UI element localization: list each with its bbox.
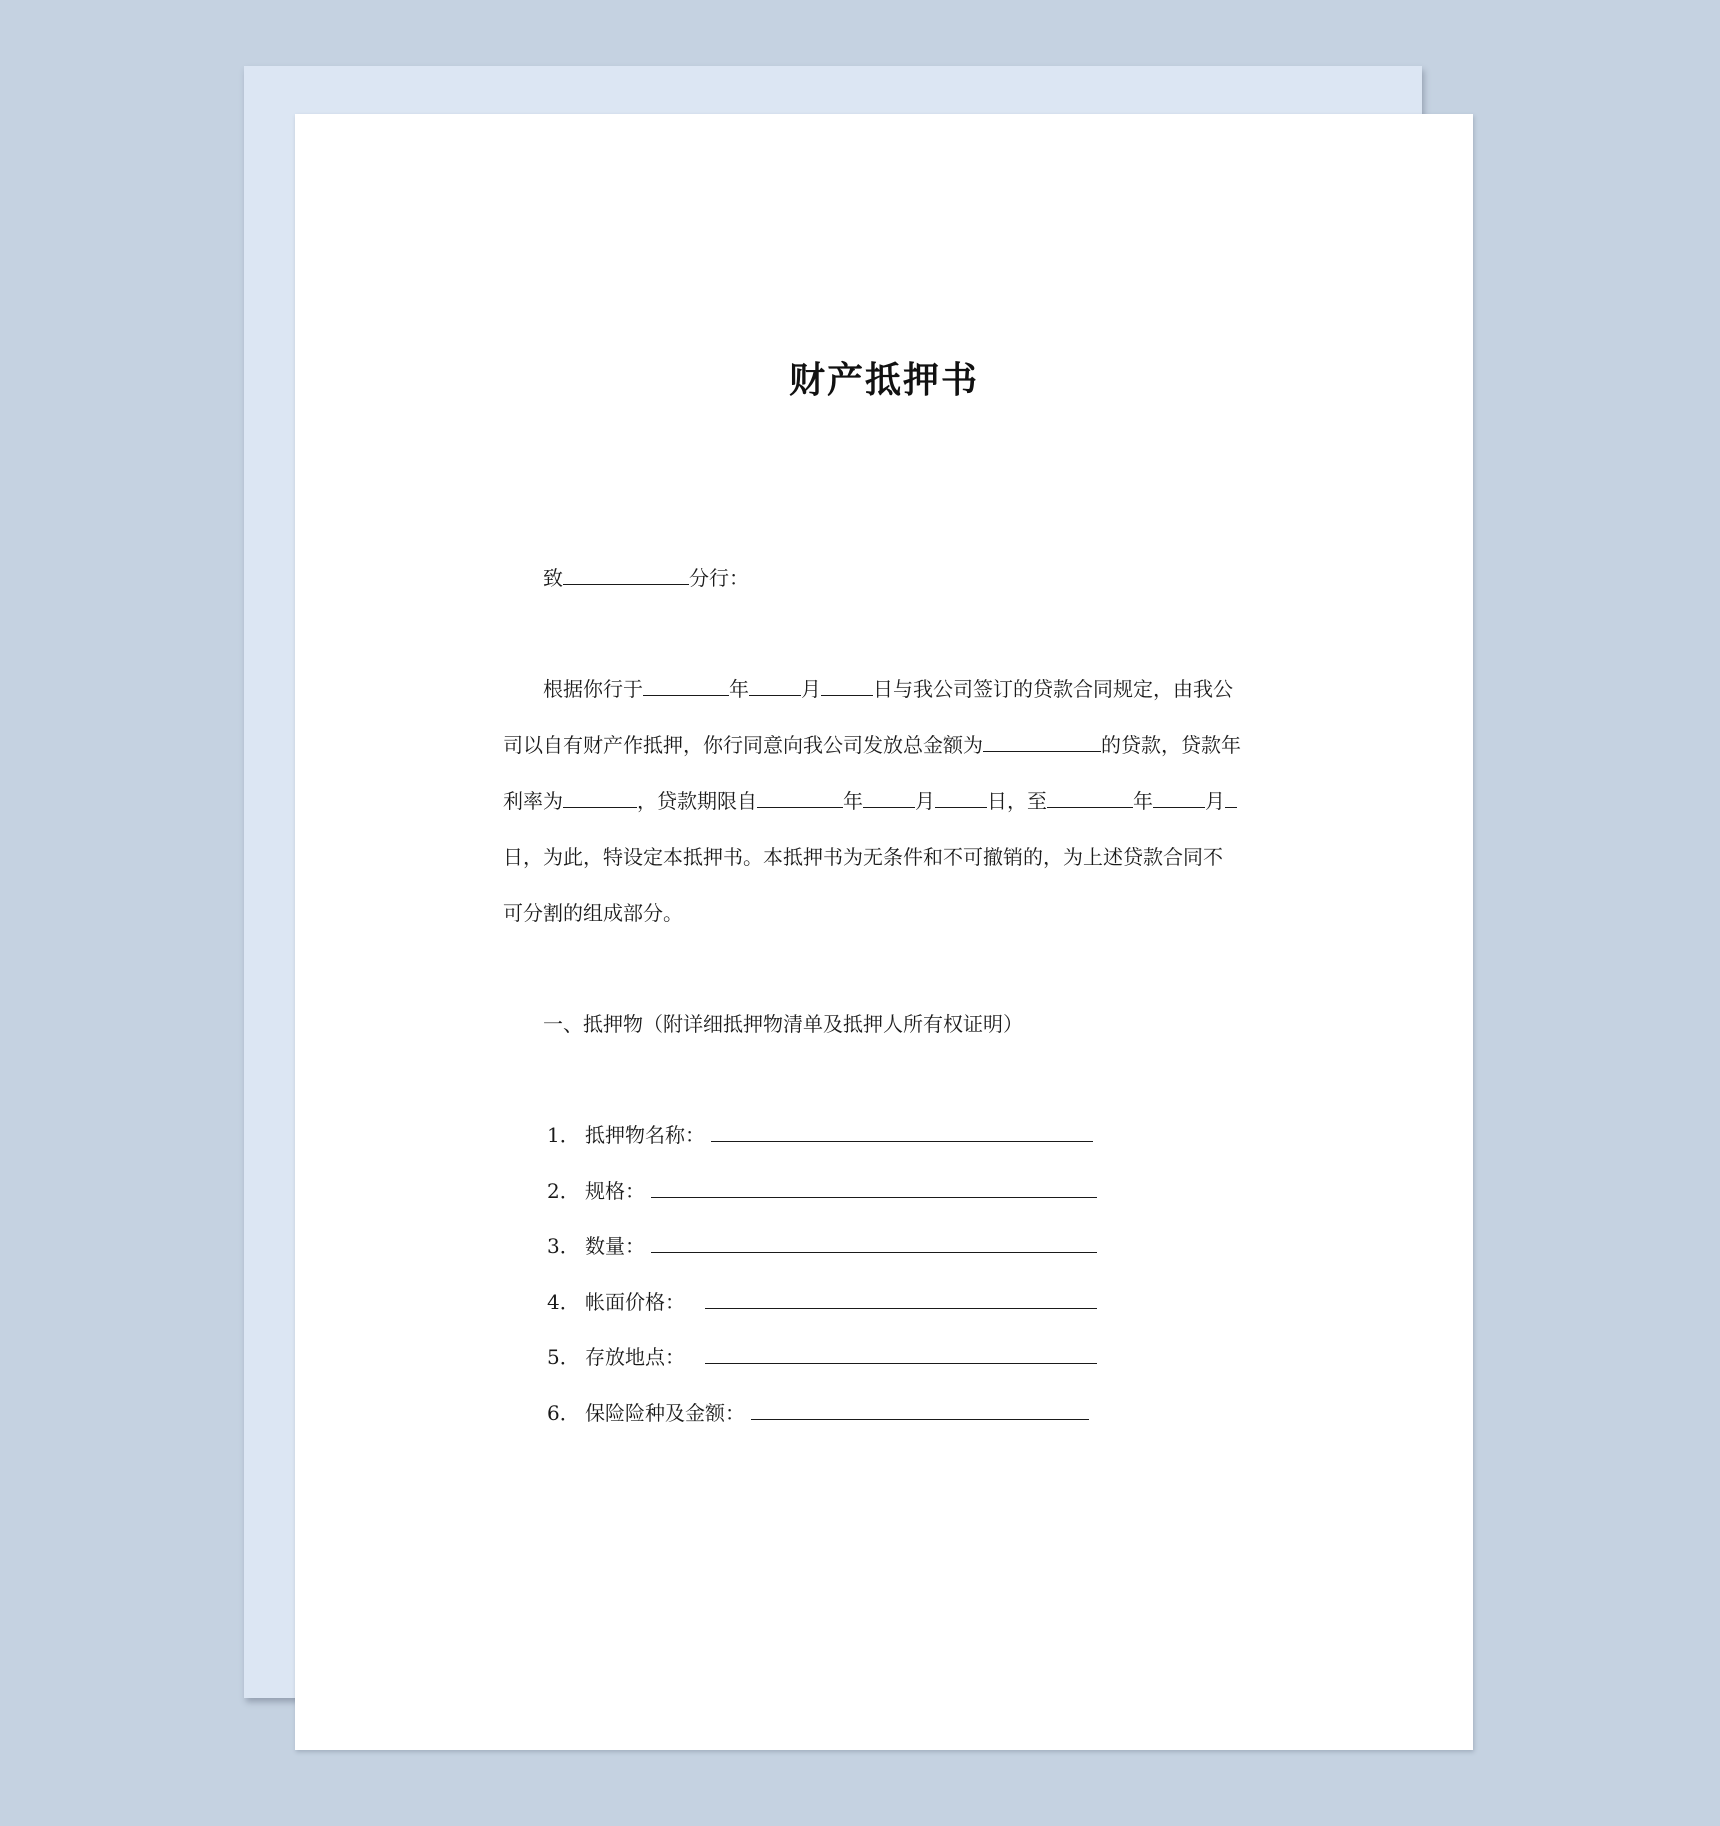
- item-number: 2．: [547, 1179, 580, 1203]
- paragraph-line-1: [543, 677, 1233, 701]
- item-value-blank[interactable]: [751, 1401, 1089, 1420]
- paragraph-line-3: [503, 789, 1237, 813]
- item-value-blank[interactable]: [711, 1123, 1093, 1142]
- start-day-blank[interactable]: [935, 789, 987, 808]
- item-value-blank[interactable]: [705, 1290, 1097, 1309]
- interest-rate-blank[interactable]: [563, 789, 637, 808]
- item-label: 规格：: [585, 1179, 645, 1203]
- item-number: 3．: [547, 1234, 580, 1258]
- item-number: 5．: [547, 1345, 580, 1369]
- para-text: 年: [1133, 789, 1153, 813]
- para-text: 月: [1205, 789, 1225, 813]
- item-number: 1．: [547, 1123, 580, 1147]
- item-label: 保险险种及金额：: [585, 1401, 745, 1425]
- contract-day-blank[interactable]: [821, 677, 873, 696]
- start-month-blank[interactable]: [863, 789, 915, 808]
- end-month-blank[interactable]: [1153, 789, 1205, 808]
- section-heading-collateral: 一、抵押物（附详细抵押物清单及抵押人所有权证明）: [543, 1012, 1023, 1036]
- para-text: ，贷款期限自: [637, 789, 757, 813]
- item-value-blank[interactable]: [651, 1234, 1097, 1253]
- end-year-blank[interactable]: [1047, 789, 1133, 808]
- para-text: 日，至: [987, 789, 1047, 813]
- salutation-suffix: 分行：: [689, 566, 749, 590]
- loan-amount-blank[interactable]: [983, 733, 1101, 752]
- collateral-item-insurance: [547, 1401, 1089, 1425]
- paragraph-line-2: [503, 733, 1241, 757]
- item-label: 数量：: [585, 1234, 645, 1258]
- item-label: 存放地点：: [585, 1345, 685, 1369]
- item-number: 6．: [547, 1401, 580, 1425]
- item-value-blank[interactable]: [651, 1179, 1097, 1198]
- para-text: 根据你行于: [543, 677, 643, 701]
- para-text: 日与我公司签订的贷款合同规定，由我公: [873, 677, 1233, 701]
- end-day-blank[interactable]: [1225, 789, 1237, 808]
- paragraph-line-5: 可分割的组成部分。: [503, 901, 683, 925]
- start-year-blank[interactable]: [757, 789, 843, 808]
- collateral-item-book-value: [547, 1290, 1097, 1314]
- contract-month-blank[interactable]: [749, 677, 801, 696]
- para-text: 年: [843, 789, 863, 813]
- document-title: 财产抵押书: [788, 360, 979, 401]
- para-text: 利率为: [503, 789, 563, 813]
- item-number: 4．: [547, 1290, 580, 1314]
- salutation-line: [543, 566, 749, 590]
- item-value-blank[interactable]: [705, 1345, 1097, 1364]
- collateral-item-location: [547, 1345, 1097, 1369]
- contract-year-blank[interactable]: [643, 677, 729, 696]
- paragraph-line-4: 日，为此，特设定本抵押书。本抵押书为无条件和不可撤销的，为上述贷款合同不: [503, 845, 1223, 869]
- item-label: 抵押物名称：: [585, 1123, 705, 1147]
- collateral-item-name: [547, 1123, 1093, 1147]
- collateral-item-spec: [547, 1179, 1097, 1203]
- salutation-prefix: 致: [543, 566, 563, 590]
- document-page: [295, 114, 1473, 1750]
- para-text: 的贷款，贷款年: [1101, 733, 1241, 757]
- item-label: 帐面价格：: [585, 1290, 685, 1314]
- branch-name-blank[interactable]: [563, 566, 689, 585]
- para-text: 司以自有财产作抵押，你行同意向我公司发放总金额为: [503, 733, 983, 757]
- para-text: 月: [915, 789, 935, 813]
- para-text: 月: [801, 677, 821, 701]
- collateral-item-quantity: [547, 1234, 1097, 1258]
- para-text: 年: [729, 677, 749, 701]
